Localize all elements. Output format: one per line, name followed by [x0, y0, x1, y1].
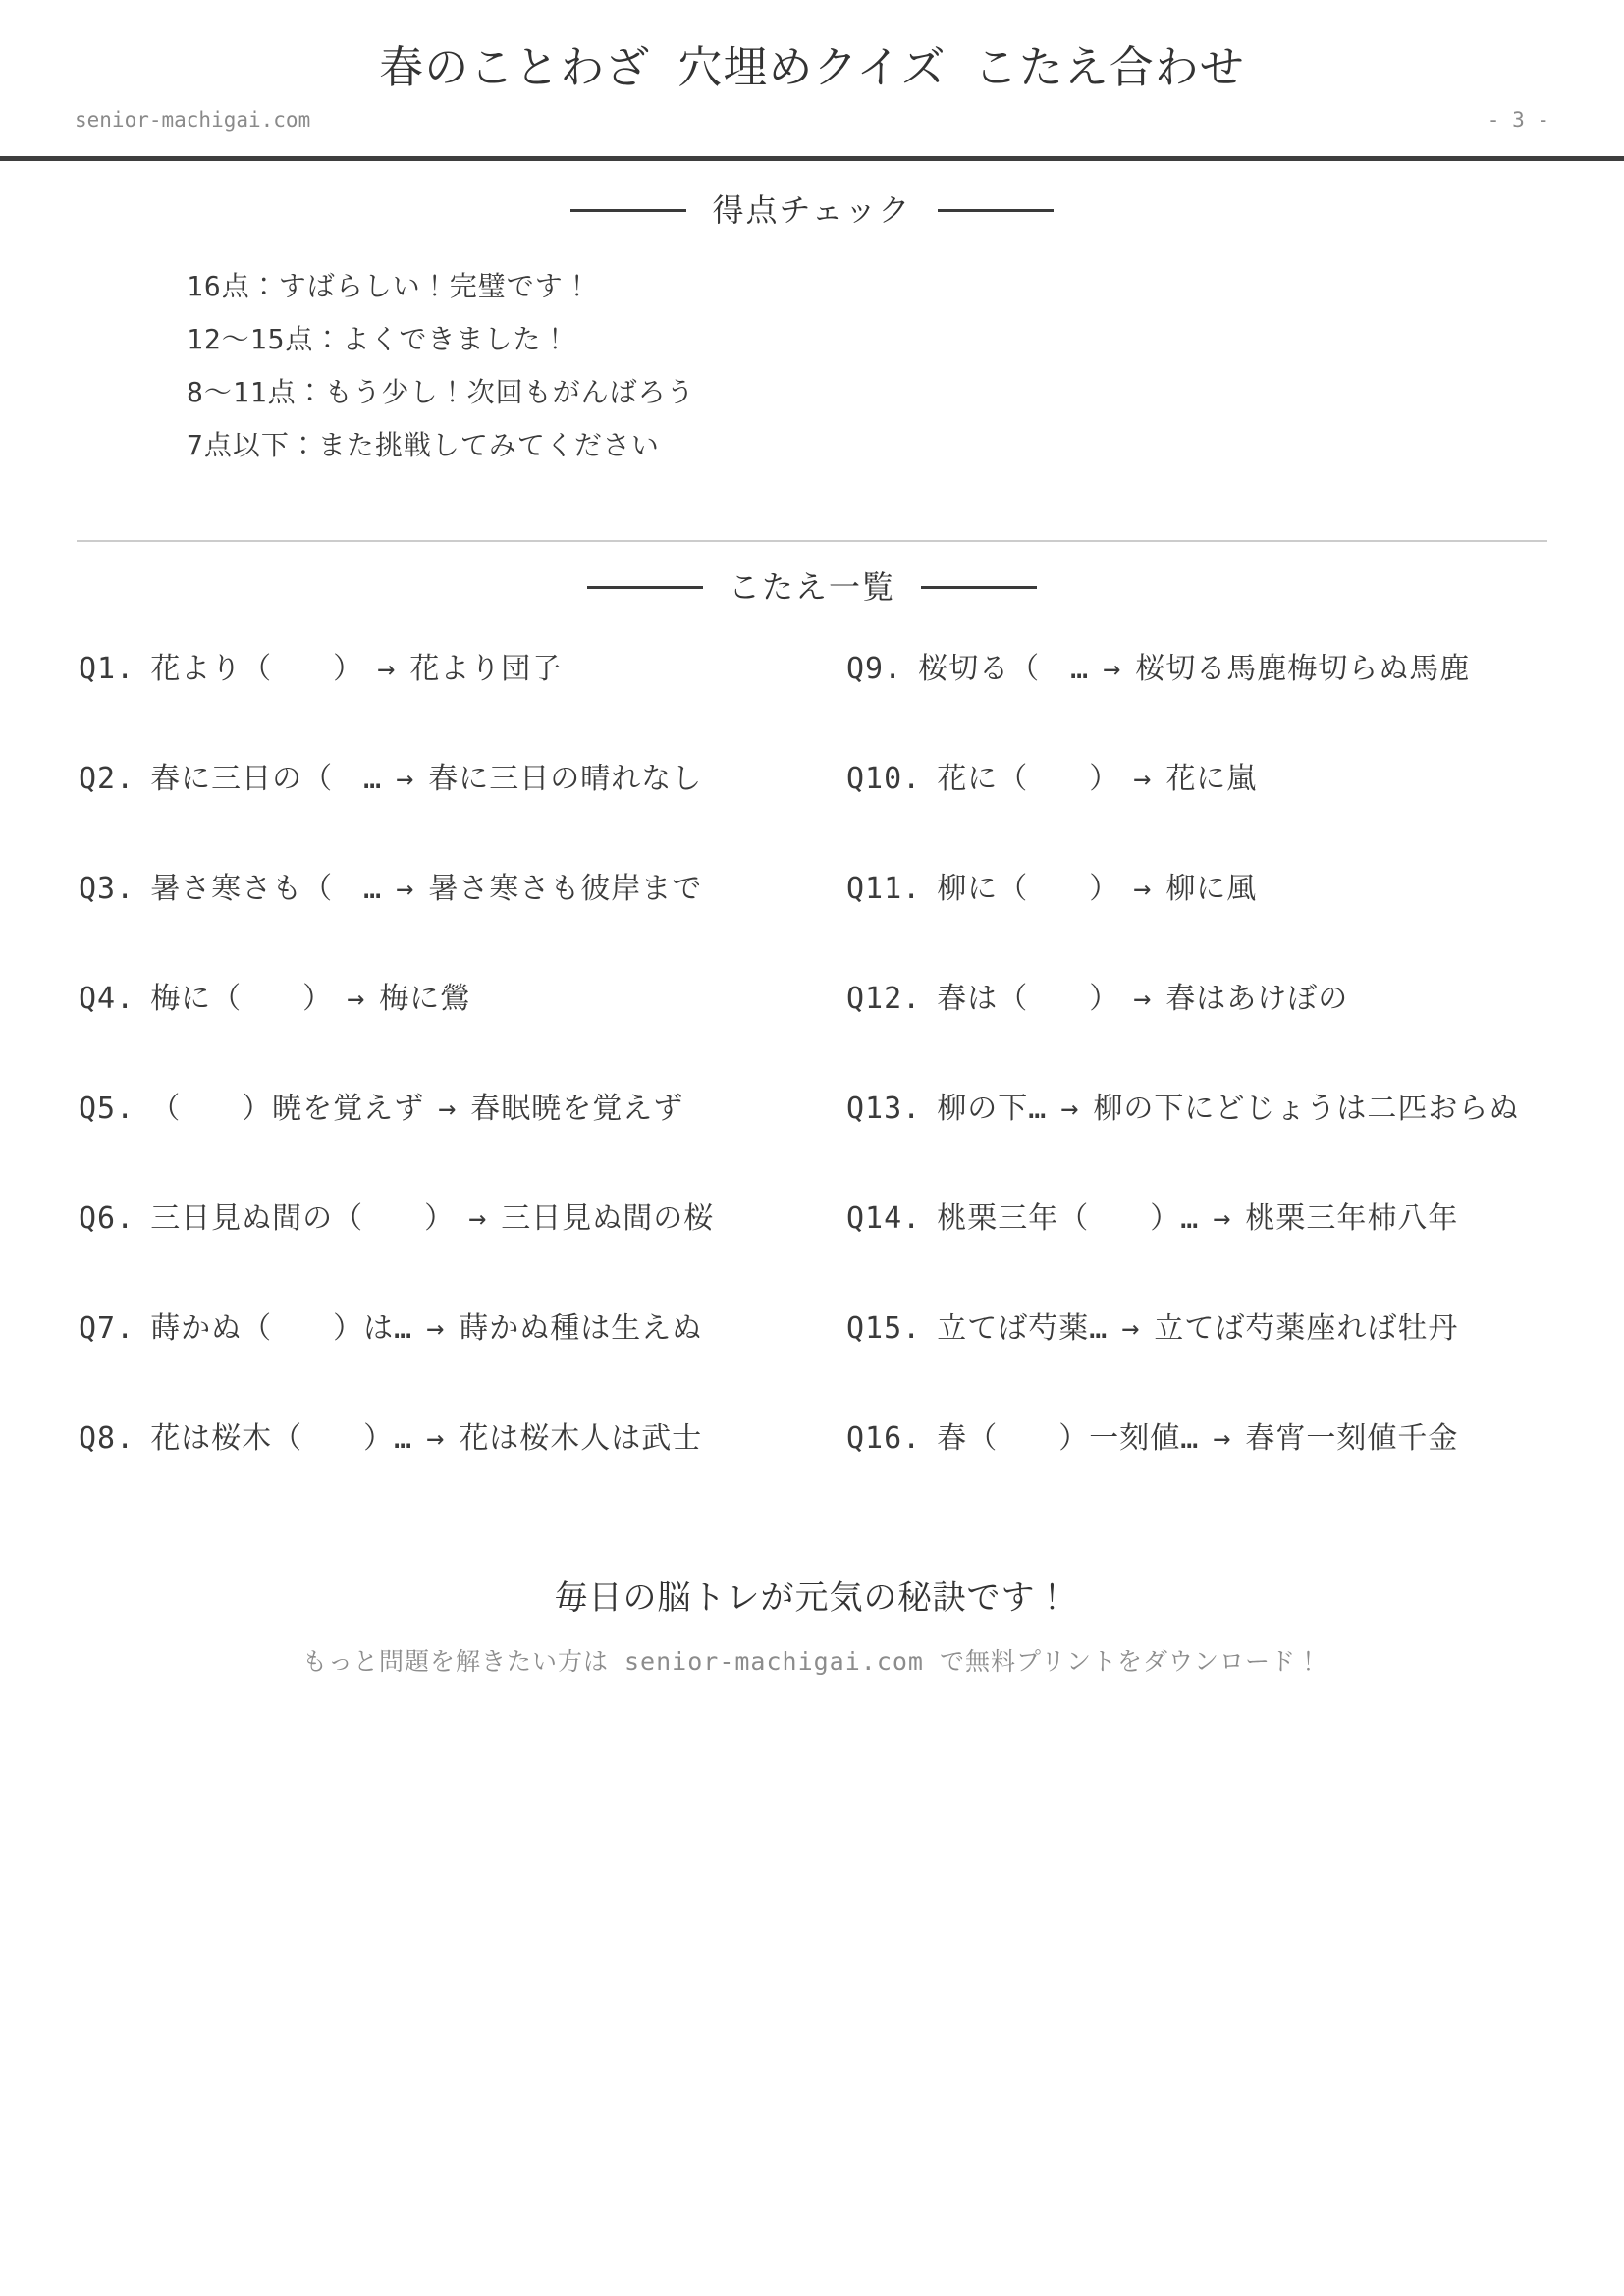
answer-row-q14	[846, 1201, 1624, 1314]
score-item-retry: 7点以下：また挑戦してみてください	[187, 429, 660, 461]
score-item-almost: 8〜11点：もう少し！次回もがんばろう	[187, 376, 695, 408]
question-number: Q6.	[79, 1201, 135, 1236]
answer-row-q7	[79, 1311, 846, 1424]
arrow-right-icon: →	[396, 872, 415, 906]
score-check-heading-text: 得点チェック	[712, 191, 912, 229]
answers-heading	[0, 569, 1624, 605]
question-text: 春に三日の（ …	[150, 762, 383, 796]
arrow-right-icon: →	[1133, 982, 1153, 1016]
answer-row-q16	[846, 1421, 1624, 1534]
answer-text: 花に嵐	[1165, 762, 1258, 796]
answer-row-q4	[79, 982, 846, 1095]
answer-text: 花より団子	[409, 652, 563, 686]
arrow-right-icon: →	[1213, 1421, 1232, 1456]
footer-promo: もっと問題を解きたい方は senior-machigai.com で無料プリントをダウンロード！	[301, 1647, 1323, 1676]
question-number: Q2.	[79, 762, 135, 796]
arrow-right-icon: →	[426, 1421, 446, 1456]
answer-text: 春宵一刻値千金	[1245, 1421, 1459, 1456]
answer-row-q2	[79, 762, 846, 875]
question-text: （ ）暁を覚えず	[150, 1092, 425, 1126]
answer-text: 桃栗三年柿八年	[1245, 1201, 1459, 1236]
answers-column-right	[846, 652, 1624, 1534]
question-number: Q16.	[846, 1421, 922, 1456]
question-text: 花より（ ）	[150, 652, 364, 686]
arrow-right-icon: →	[1213, 1201, 1232, 1236]
answer-row-q11	[846, 872, 1624, 985]
question-number: Q15.	[846, 1311, 922, 1346]
heading-rule-right	[921, 586, 1037, 589]
site-url: senior-machigai.com	[75, 108, 311, 132]
question-text: 桜切る（ …	[918, 652, 1090, 686]
arrow-right-icon: →	[347, 982, 366, 1016]
answer-row-q9	[846, 652, 1624, 765]
arrow-right-icon: →	[426, 1311, 446, 1346]
question-text: 春（ ）一刻値…	[937, 1421, 1200, 1456]
question-number: Q3.	[79, 872, 135, 906]
answer-text: 蒔かぬ種は生えぬ	[459, 1311, 703, 1346]
footer-message: 毎日の脳トレが元気の秘訣です！	[554, 1578, 1070, 1618]
answer-row-q3	[79, 872, 846, 985]
score-item-perfect: 16点：すばらしい！完璧です！	[187, 270, 592, 302]
question-number: Q13.	[846, 1092, 922, 1126]
page-footer	[0, 1578, 1624, 1676]
answers-column-left	[79, 652, 846, 1534]
arrow-right-icon: →	[1103, 652, 1122, 686]
question-text: 暑さ寒さも（ …	[150, 872, 383, 906]
answers-heading-text: こたえ一覧	[728, 568, 895, 606]
question-text: 柳に（ ）	[937, 872, 1120, 906]
question-number: Q12.	[846, 982, 922, 1016]
question-number: Q7.	[79, 1311, 135, 1346]
answers-grid	[0, 652, 1624, 1534]
answer-text: 三日見ぬ間の桜	[501, 1201, 715, 1236]
question-number: Q10.	[846, 762, 922, 796]
answer-text: 春はあけぼの	[1165, 982, 1349, 1016]
heading-rule-right	[938, 209, 1054, 212]
arrow-right-icon: →	[1121, 1311, 1141, 1346]
question-number: Q14.	[846, 1201, 922, 1236]
answer-text: 梅に鶯	[379, 982, 471, 1016]
heading-rule-left	[587, 586, 703, 589]
heading-rule-left	[570, 209, 686, 212]
score-list	[0, 270, 1624, 461]
question-number: Q5.	[79, 1092, 135, 1126]
answer-text: 春に三日の晴れなし	[428, 762, 703, 796]
answer-row-q13	[846, 1092, 1624, 1204]
question-number: Q4.	[79, 982, 135, 1016]
answer-row-q5	[79, 1092, 846, 1204]
question-number: Q11.	[846, 872, 922, 906]
header-meta-row	[0, 108, 1624, 133]
question-text: 春は（ ）	[937, 982, 1120, 1016]
answer-text: 柳の下にどじょうは二匹おらぬ	[1093, 1092, 1520, 1126]
question-text: 花は桜木（ ）…	[150, 1421, 413, 1456]
arrow-right-icon: →	[438, 1092, 458, 1126]
answer-row-q10	[846, 762, 1624, 875]
question-number: Q9.	[846, 652, 903, 686]
answer-row-q12	[846, 982, 1624, 1095]
question-text: 柳の下…	[937, 1092, 1048, 1126]
answer-text: 春眠暁を覚えず	[470, 1092, 684, 1126]
score-check-section	[0, 192, 1624, 459]
score-item-good: 12〜15点：よくできました！	[187, 323, 570, 355]
answer-row-q8	[79, 1421, 846, 1534]
answers-section	[0, 569, 1624, 1534]
answer-text: 暑さ寒さも彼岸まで	[428, 872, 703, 906]
section-divider	[77, 540, 1547, 542]
answer-row-q15	[846, 1311, 1624, 1424]
question-text: 三日見ぬ間の（ ）	[150, 1201, 456, 1236]
page-number: - 3 -	[1487, 108, 1549, 132]
answer-row-q1	[79, 652, 846, 765]
page-title: 春のことわざ 穴埋めクイズ こたえ合わせ	[379, 41, 1245, 93]
answer-text: 花は桜木人は武士	[459, 1421, 703, 1456]
answer-row-q6	[79, 1201, 846, 1314]
header-divider	[0, 156, 1624, 161]
question-text: 花に（ ）	[937, 762, 1120, 796]
score-check-heading	[0, 192, 1624, 228]
arrow-right-icon: →	[396, 762, 415, 796]
arrow-right-icon: →	[468, 1201, 488, 1236]
question-text: 蒔かぬ（ ）は…	[150, 1311, 413, 1346]
question-number: Q1.	[79, 652, 135, 686]
answer-text: 桜切る馬鹿梅切らぬ馬鹿	[1135, 652, 1471, 686]
question-text: 梅に（ ）	[150, 982, 334, 1016]
answer-text: 柳に風	[1165, 872, 1258, 906]
question-text: 立てば芍薬…	[937, 1311, 1109, 1346]
question-text: 桃栗三年（ ）…	[937, 1201, 1200, 1236]
arrow-right-icon: →	[377, 652, 397, 686]
arrow-right-icon: →	[1133, 762, 1153, 796]
answer-text: 立てば芍薬座れば牡丹	[1154, 1311, 1459, 1346]
arrow-right-icon: →	[1133, 872, 1153, 906]
question-number: Q8.	[79, 1421, 135, 1456]
arrow-right-icon: →	[1060, 1092, 1080, 1126]
